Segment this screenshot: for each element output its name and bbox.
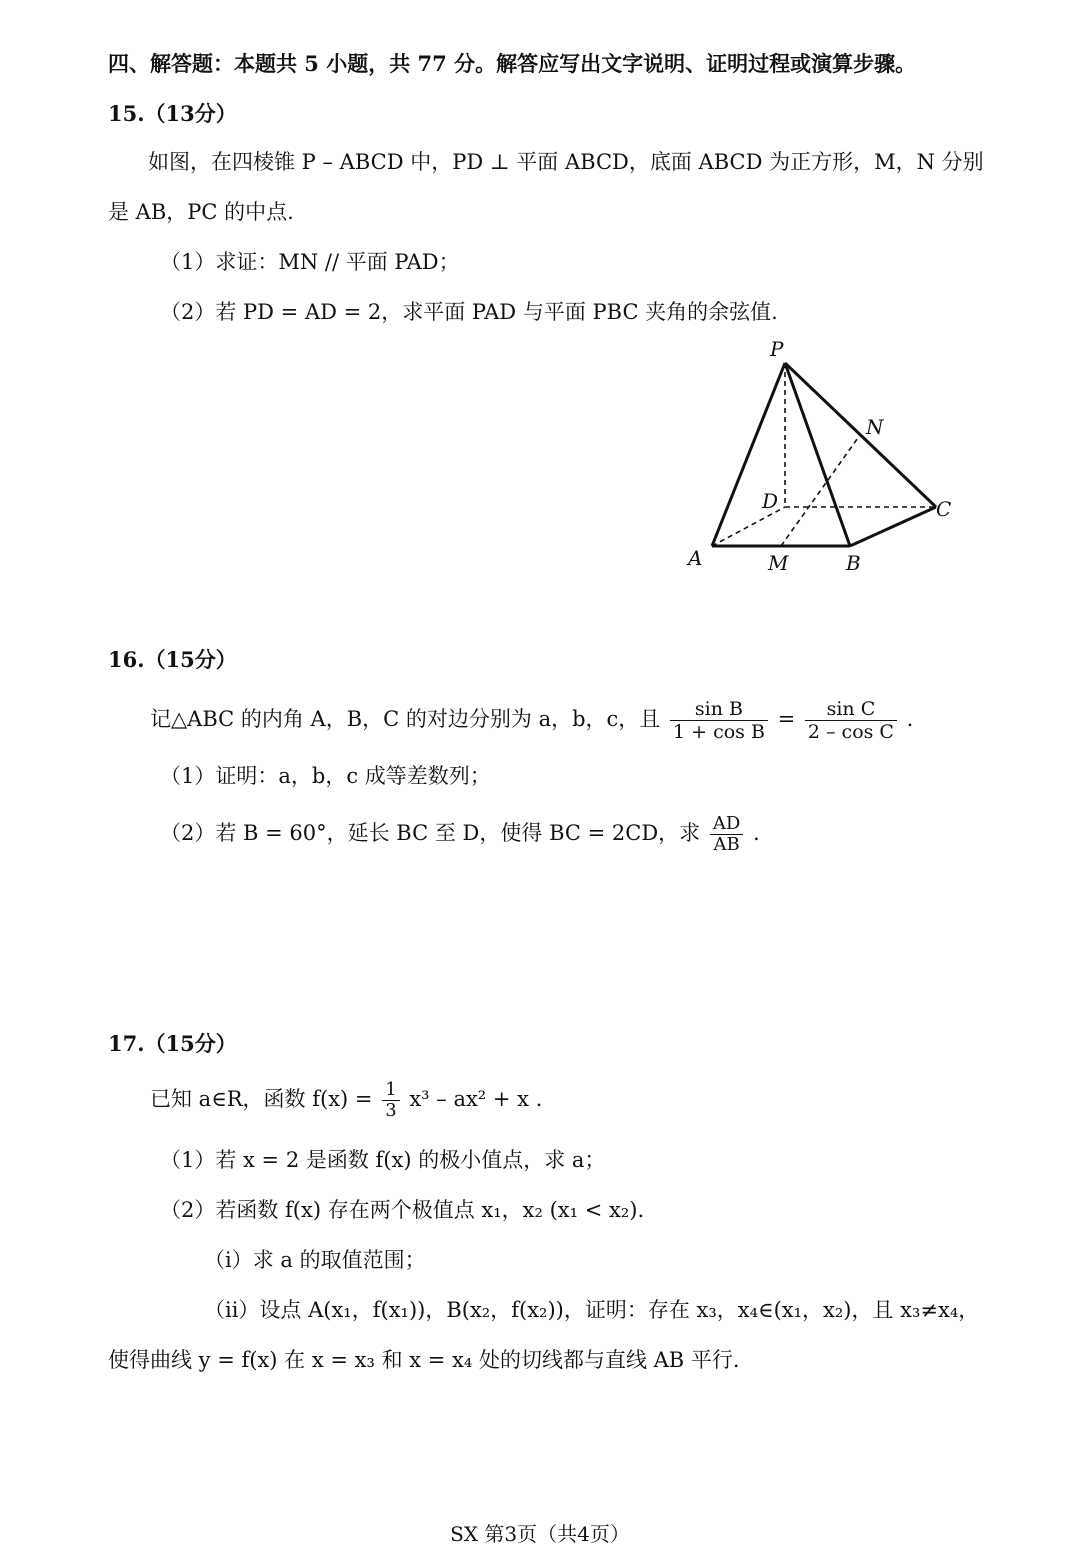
q16-fraction-1-numerator: sin B — [670, 698, 768, 721]
edge-PC — [785, 363, 936, 507]
q17-part1: （1）若 x = 2 是函数 f(x) 的极小值点，求 a； — [160, 1148, 606, 1172]
q17-stem-pre: 已知 a∈R，函数 f(x) = — [150, 1087, 373, 1111]
edge-PB — [785, 363, 850, 546]
q17-stem-fraction — [382, 1080, 399, 1121]
edge-PA — [712, 363, 785, 546]
label-N: N — [866, 415, 884, 439]
q17-sub-ii-continued: 使得曲线 y = f(x) 在 x = x₃ 和 x = x₄ 处的切线都与直线 AB 平行. — [108, 1348, 740, 1372]
q16-part2 — [160, 810, 760, 856]
q15-stem-line1: 如图，在四棱锥 P – ABCD 中，PD ⊥ 平面 ABCD，底面 ABCD 为正方形，M，N 分别 — [148, 150, 984, 174]
q15-part2: （2）若 PD = AD = 2，求平面 PAD 与平面 PBC 夹角的余弦值. — [160, 300, 778, 324]
q17-stem — [150, 1076, 542, 1122]
q16-equals: = — [777, 707, 796, 731]
q17-part2: （2）若函数 f(x) 存在两个极值点 x₁，x₂ (x₁ < x₂). — [160, 1198, 645, 1222]
label-M: M — [768, 551, 789, 575]
q16-fraction-2 — [805, 698, 897, 743]
section-heading: 四、解答题：本题共 5 小题，共 77 分。解答应写出文字说明、证明过程或演算步骤。 — [108, 51, 917, 76]
q16-fraction-2-denominator: 2 – cos C — [807, 721, 894, 743]
edge-BC — [850, 507, 936, 546]
segment-MN — [781, 435, 860, 546]
q16-stem-end: . — [906, 707, 914, 731]
q15-part1: （1）求证：MN // 平面 PAD； — [160, 250, 460, 274]
q17-sub-i: （ⅰ）求 a 的取值范围； — [204, 1248, 426, 1272]
label-P: P — [770, 337, 784, 361]
label-B: B — [846, 551, 861, 575]
q16-part2-end: . — [752, 821, 760, 845]
pyramid-figure — [660, 330, 980, 590]
label-D: D — [762, 489, 779, 513]
q16-fraction-2-numerator: sin C — [805, 698, 897, 721]
q16-header: 16.（15分） — [108, 647, 237, 672]
q16-part2-fraction-numerator: AD — [710, 814, 743, 835]
q17-stem-fraction-denominator: 3 — [385, 1100, 397, 1121]
q16-part2-fraction — [710, 814, 743, 855]
q16-stem — [150, 696, 913, 743]
q16-fraction-1 — [670, 698, 768, 743]
q15-stem-line2: 是 AB，PC 的中点. — [108, 200, 294, 224]
q17-stem-post: x³ – ax² + x . — [409, 1087, 543, 1111]
q17-stem-fraction-numerator: 1 — [382, 1080, 399, 1101]
page-footer: SX 第3页（共4页） — [450, 1522, 630, 1546]
q17-header: 17.（15分） — [108, 1031, 237, 1056]
q16-part2-text: （2）若 B = 60°，延长 BC 至 D，使得 BC = 2CD，求 — [160, 821, 701, 845]
q16-fraction-1-denominator: 1 + cos B — [672, 721, 765, 743]
pyramid-diagram — [660, 330, 980, 590]
q16-part2-fraction-denominator: AB — [713, 834, 740, 855]
label-C: C — [936, 497, 952, 521]
q16-stem-text: 记△ABC 的内角 A，B，C 的对边分别为 a，b，c，且 — [150, 707, 661, 731]
label-A: A — [688, 546, 703, 570]
q17-sub-ii: （ⅱ）设点 A(x₁，f(x₁))，B(x₂，f(x₂))，证明：存在 x₃，x₄∈(x₁，x₂)，且 x₃≠x₄， — [204, 1298, 980, 1322]
q16-part1: （1）证明：a，b，c 成等差数列； — [160, 764, 491, 788]
q15-header: 15.（13分） — [108, 101, 237, 126]
